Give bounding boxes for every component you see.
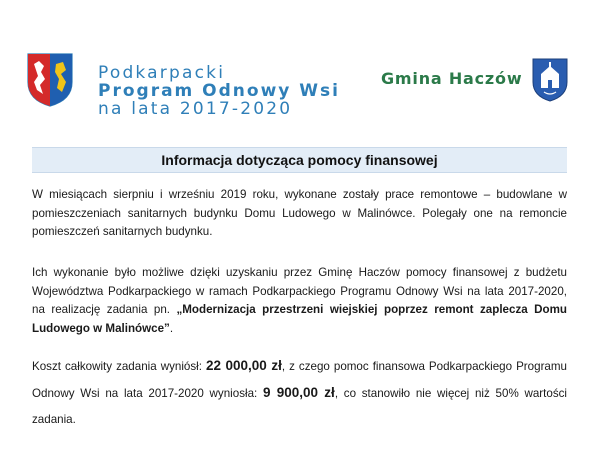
cost-label: Koszt całkowity zadania wyniósł: bbox=[32, 360, 206, 373]
header bbox=[0, 0, 600, 140]
aid-label: , z czego pomoc finansowa Podkarpackiego Programu Odnowy Wsi na lata 2017-2020 wyniosła: bbox=[32, 360, 567, 400]
program-line-3: na lata 2017-2020 bbox=[98, 99, 293, 119]
paragraph-2-end: . bbox=[169, 321, 174, 335]
banner-title: Informacja dotycząca pomocy finansowej bbox=[161, 152, 438, 168]
podkarpackie-crest-icon bbox=[26, 52, 74, 108]
gmina-name: Gmina Haczów bbox=[381, 69, 523, 88]
info-banner bbox=[32, 147, 567, 173]
total-amount: 22 000,00 zł bbox=[205, 358, 282, 373]
program-line-1: Podkarpacki bbox=[98, 63, 226, 83]
aid-amount: 9 900,00 zł bbox=[262, 385, 335, 400]
paragraph-1-text: W miesiącach sierpniu i wrześniu 2019 roku, wykonane zostały prace remontowe – budowlane w pomieszczeniach sanitarnych budynku Domu Ludowego w Malinówce. Polegały one na remoncie pomieszczeń sanitarnych budynku. bbox=[32, 188, 567, 238]
paragraph-2 bbox=[32, 264, 567, 338]
paragraph-3 bbox=[32, 353, 567, 433]
program-title bbox=[98, 64, 340, 118]
paragraph-2-text: Ich wykonanie było możliwe dzięki uzyskaniu przez Gminę Haczów pomocy finansowej z budżetu Województwa Podkarpackiego w ramach Podkarpackiego Programu Odnowy Wsi na lata 2017-2020, na realizację zadania pn. bbox=[32, 266, 567, 316]
task-name: „Modernizacja przestrzeni wiejskiej poprzez remont zaplecza Domu Ludowego w Malinówce” bbox=[32, 303, 567, 335]
haczow-crest-icon bbox=[532, 58, 568, 102]
program-line-2: Program Odnowy Wsi bbox=[98, 81, 340, 101]
paragraph-1 bbox=[32, 186, 567, 242]
percent-note: , co stanowiło nie więcej niż 50% wartości zadania. bbox=[32, 387, 568, 426]
